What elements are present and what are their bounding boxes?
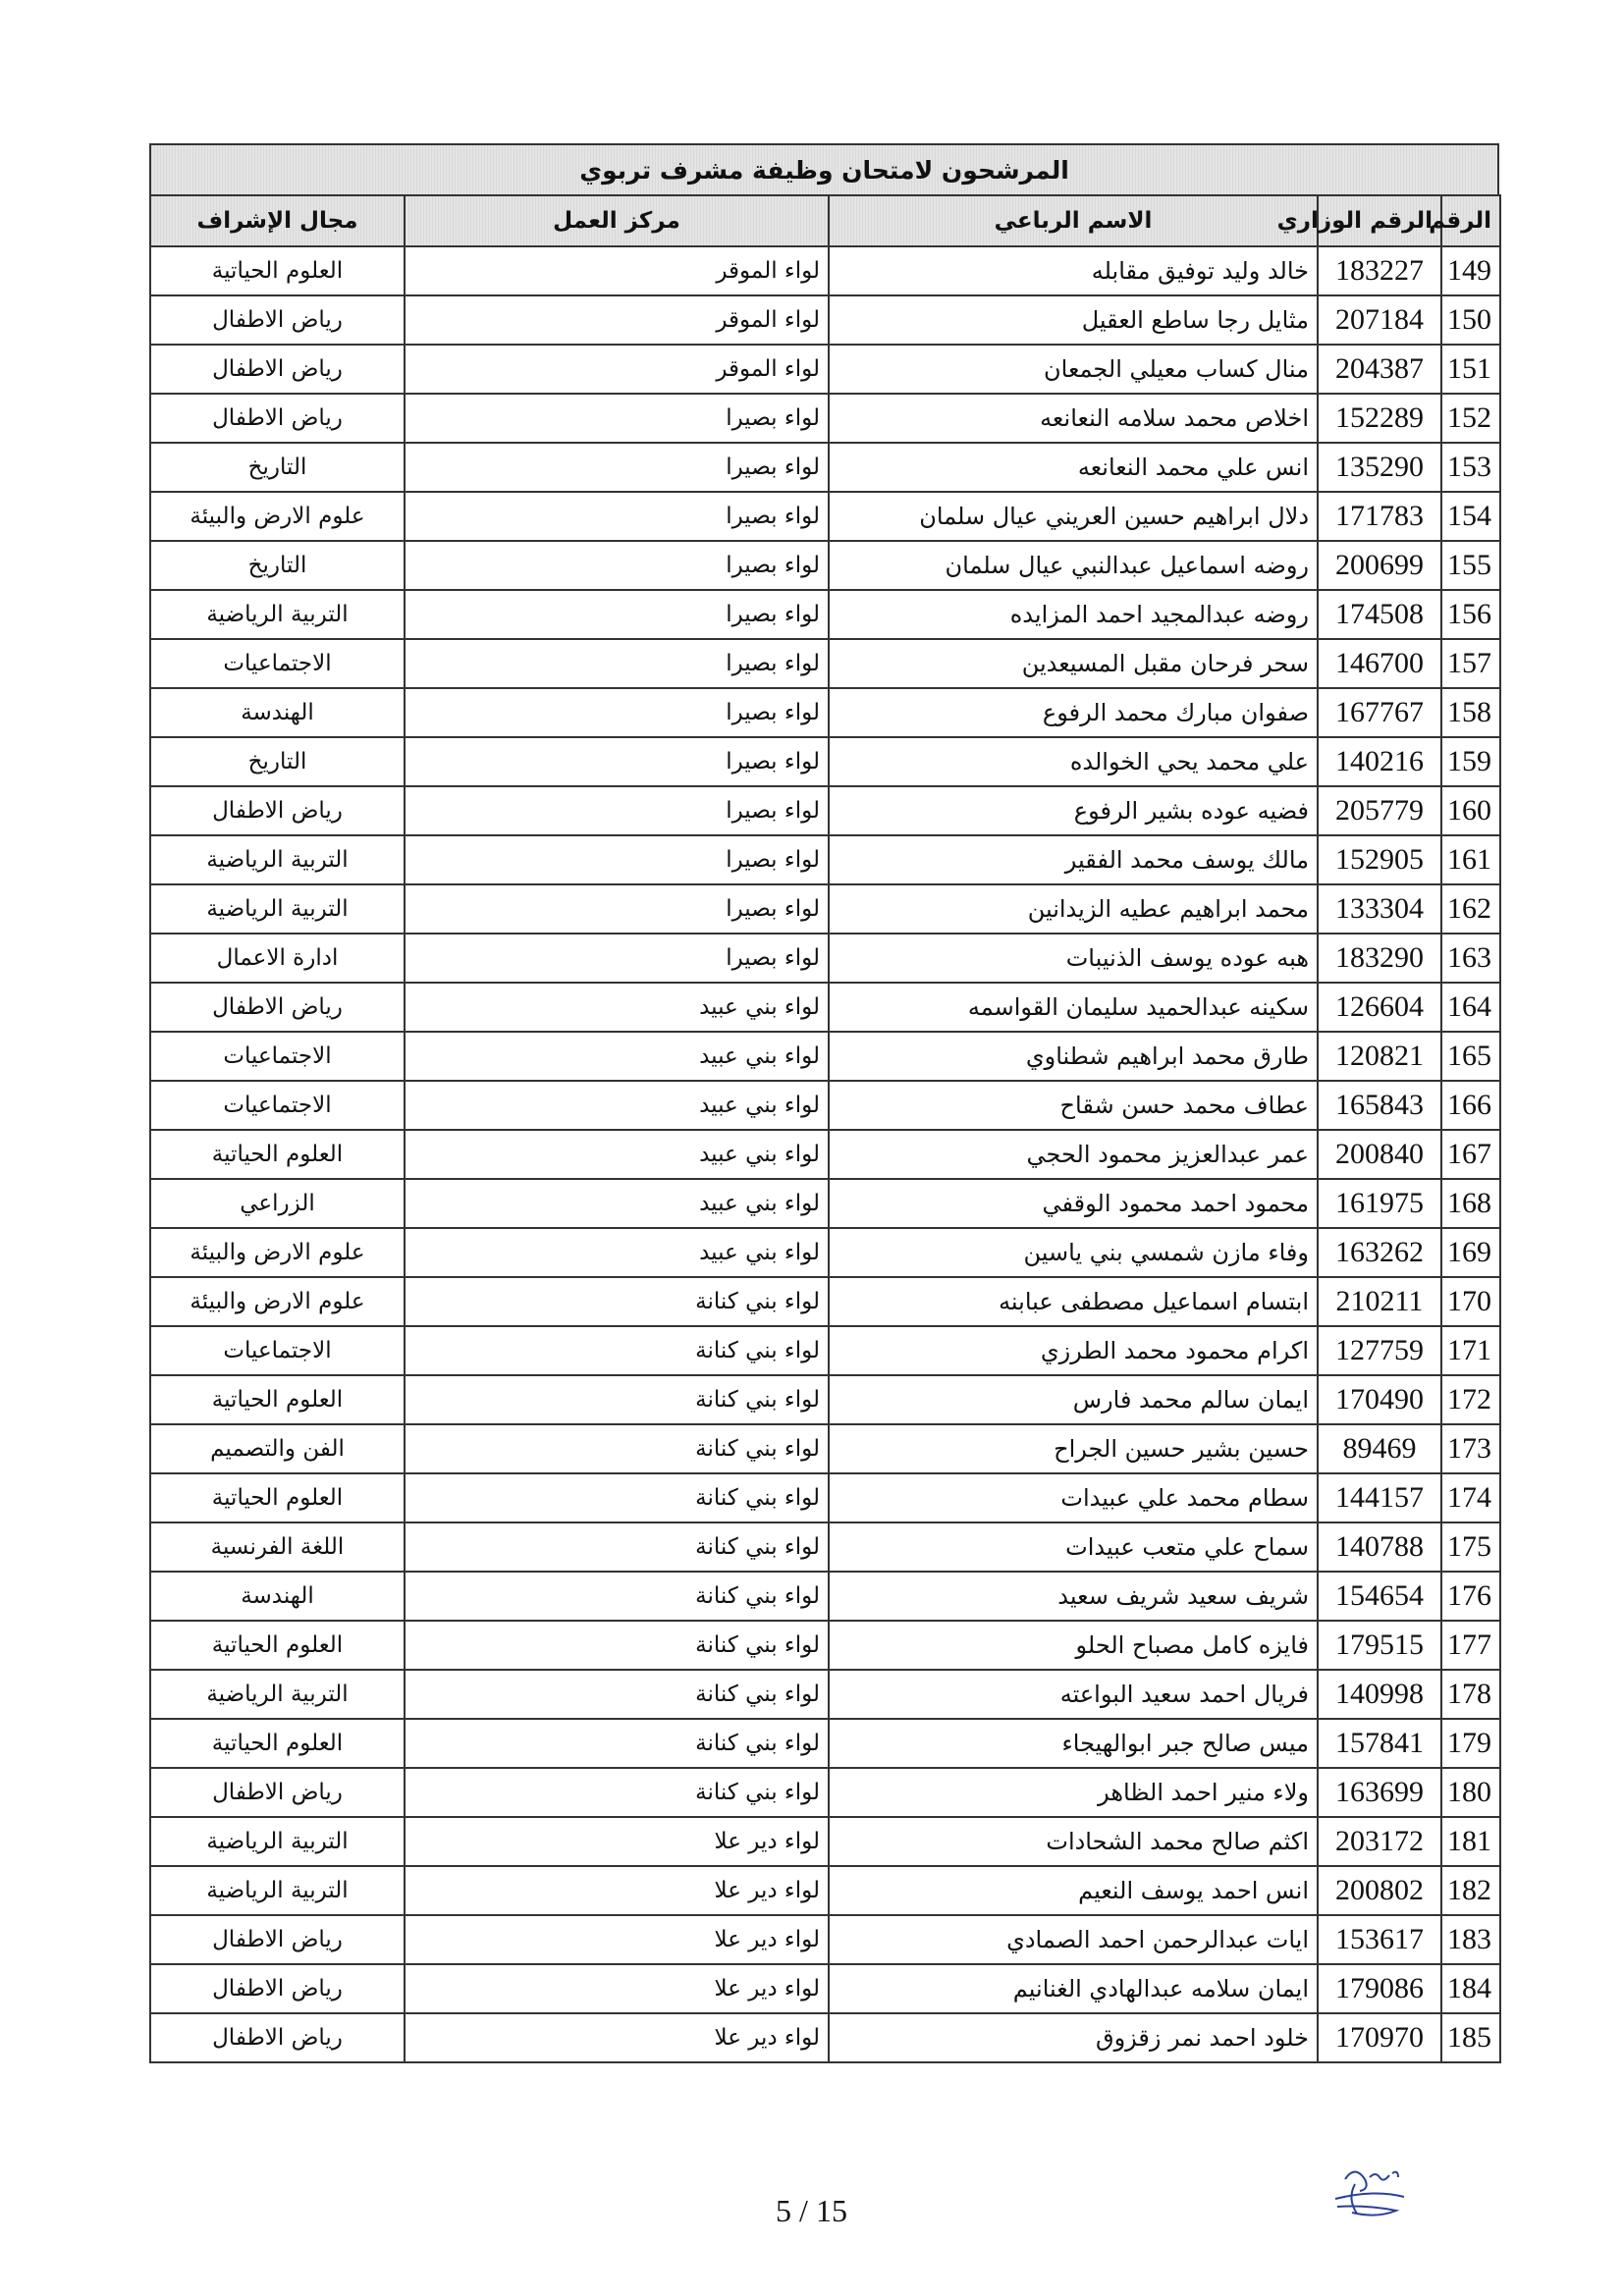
cell-name: روضه عبدالمجيد احمد المزايده xyxy=(829,590,1318,639)
column-header-num: الرقم xyxy=(1441,195,1500,246)
cell-work-center: لواء بصيرا xyxy=(405,541,829,590)
cell-name: ايات عبدالرحمن احمد الصمادي xyxy=(829,1915,1318,1964)
cell-ministry-id: 205779 xyxy=(1318,786,1441,835)
cell-name: صفوان مبارك محمد الرفوع xyxy=(829,688,1318,737)
cell-name: انس احمد يوسف النعيم xyxy=(829,1866,1318,1915)
cell-ministry-id: 140216 xyxy=(1318,737,1441,786)
cell-field: العلوم الحياتية xyxy=(150,1375,405,1424)
cell-field: العلوم الحياتية xyxy=(150,1473,405,1522)
cell-num: 171 xyxy=(1441,1326,1500,1375)
cell-field: الاجتماعيات xyxy=(150,639,405,688)
cell-work-center: لواء بصيرا xyxy=(405,639,829,688)
cell-ministry-id: 183290 xyxy=(1318,934,1441,983)
cell-num: 170 xyxy=(1441,1277,1500,1326)
cell-num: 157 xyxy=(1441,639,1500,688)
cell-name: محمود احمد محمود الوقفي xyxy=(829,1179,1318,1228)
cell-num: 166 xyxy=(1441,1081,1500,1130)
cell-num: 172 xyxy=(1441,1375,1500,1424)
table-row xyxy=(150,1572,1500,1621)
cell-work-center: لواء دير علا xyxy=(405,1964,829,2013)
cell-num: 173 xyxy=(1441,1424,1500,1473)
cell-num: 175 xyxy=(1441,1522,1500,1572)
cell-work-center: لواء بصيرا xyxy=(405,492,829,541)
cell-work-center: لواء بصيرا xyxy=(405,786,829,835)
cell-field: رياض الاطفال xyxy=(150,1964,405,2013)
cell-num: 184 xyxy=(1441,1964,1500,2013)
cell-field: رياض الاطفال xyxy=(150,786,405,835)
cell-name: هبه عوده يوسف الذنيبات xyxy=(829,934,1318,983)
cell-field: الاجتماعيات xyxy=(150,1326,405,1375)
cell-field: العلوم الحياتية xyxy=(150,1719,405,1768)
table-row xyxy=(150,541,1500,590)
cell-work-center: لواء بني كنانة xyxy=(405,1277,829,1326)
cell-ministry-id: 179086 xyxy=(1318,1964,1441,2013)
cell-field: اللغة الفرنسية xyxy=(150,1522,405,1572)
table-row xyxy=(150,737,1500,786)
cell-field: رياض الاطفال xyxy=(150,2013,405,2062)
cell-num: 182 xyxy=(1441,1866,1500,1915)
cell-ministry-id: 200840 xyxy=(1318,1130,1441,1179)
cell-field: التربية الرياضية xyxy=(150,1817,405,1866)
cell-work-center: لواء بني كنانة xyxy=(405,1326,829,1375)
cell-name: سماح علي متعب عبيدات xyxy=(829,1522,1318,1572)
cell-work-center: لواء بصيرا xyxy=(405,590,829,639)
cell-work-center: لواء بصيرا xyxy=(405,737,829,786)
cell-field: العلوم الحياتية xyxy=(150,1130,405,1179)
table-row xyxy=(150,1719,1500,1768)
table-row xyxy=(150,786,1500,835)
cell-field: الفن والتصميم xyxy=(150,1424,405,1473)
column-header-field: مجال الإشراف xyxy=(150,195,405,246)
cell-num: 160 xyxy=(1441,786,1500,835)
cell-field: التاريخ xyxy=(150,737,405,786)
table-row xyxy=(150,835,1500,884)
table-row xyxy=(150,1621,1500,1670)
cell-num: 153 xyxy=(1441,443,1500,492)
cell-num: 159 xyxy=(1441,737,1500,786)
table-body xyxy=(150,246,1500,2062)
table-row xyxy=(150,1768,1500,1817)
cell-num: 174 xyxy=(1441,1473,1500,1522)
cell-ministry-id: 163699 xyxy=(1318,1768,1441,1817)
cell-work-center: لواء دير علا xyxy=(405,1866,829,1915)
cell-work-center: لواء بني كنانة xyxy=(405,1473,829,1522)
cell-work-center: لواء بني كنانة xyxy=(405,1621,829,1670)
table-row xyxy=(150,1081,1500,1130)
cell-ministry-id: 203172 xyxy=(1318,1817,1441,1866)
cell-name: خلود احمد نمر زقزوق xyxy=(829,2013,1318,2062)
table-row xyxy=(150,1473,1500,1522)
cell-work-center: لواء بني عبيد xyxy=(405,1179,829,1228)
cell-ministry-id: 140998 xyxy=(1318,1670,1441,1719)
cell-field: التربية الرياضية xyxy=(150,835,405,884)
cell-field: الاجتماعيات xyxy=(150,1081,405,1130)
cell-ministry-id: 146700 xyxy=(1318,639,1441,688)
cell-num: 180 xyxy=(1441,1768,1500,1817)
cell-name: شريف سعيد شريف سعيد xyxy=(829,1572,1318,1621)
cell-ministry-id: 153617 xyxy=(1318,1915,1441,1964)
cell-num: 177 xyxy=(1441,1621,1500,1670)
table-row xyxy=(150,1179,1500,1228)
cell-ministry-id: 165843 xyxy=(1318,1081,1441,1130)
table-row xyxy=(150,884,1500,934)
cell-field: التربية الرياضية xyxy=(150,590,405,639)
cell-work-center: لواء بني عبيد xyxy=(405,1081,829,1130)
page-number: 5 / 15 xyxy=(776,2193,847,2228)
cell-ministry-id: 167767 xyxy=(1318,688,1441,737)
cell-name: مالك يوسف محمد الفقير xyxy=(829,835,1318,884)
cell-field: التربية الرياضية xyxy=(150,884,405,934)
cell-num: 167 xyxy=(1441,1130,1500,1179)
cell-name: عطاف محمد حسن شقاح xyxy=(829,1081,1318,1130)
cell-ministry-id: 200699 xyxy=(1318,541,1441,590)
cell-num: 163 xyxy=(1441,934,1500,983)
cell-name: دلال ابراهيم حسين العريني عيال سلمان xyxy=(829,492,1318,541)
cell-num: 162 xyxy=(1441,884,1500,934)
cell-ministry-id: 170490 xyxy=(1318,1375,1441,1424)
cell-name: وفاء مازن شمسي بني ياسين xyxy=(829,1228,1318,1277)
cell-field: التاريخ xyxy=(150,443,405,492)
cell-name: ابتسام اسماعيل مصطفى عبابنه xyxy=(829,1277,1318,1326)
cell-ministry-id: 140788 xyxy=(1318,1522,1441,1572)
cell-field: رياض الاطفال xyxy=(150,345,405,394)
cell-name: حسين بشير حسين الجراح xyxy=(829,1424,1318,1473)
cell-ministry-id: 127759 xyxy=(1318,1326,1441,1375)
cell-num: 155 xyxy=(1441,541,1500,590)
cell-ministry-id: 126604 xyxy=(1318,983,1441,1032)
signature-mark xyxy=(1316,2160,1434,2228)
cell-name: محمد ابراهيم عطيه الزيدانين xyxy=(829,884,1318,934)
cell-name: علي محمد يحي الخوالده xyxy=(829,737,1318,786)
cell-work-center: لواء بصيرا xyxy=(405,835,829,884)
table-row xyxy=(150,1032,1500,1081)
cell-field: الهندسة xyxy=(150,688,405,737)
cell-work-center: لواء دير علا xyxy=(405,1817,829,1866)
cell-name: اكرام محمود محمد الطرزي xyxy=(829,1326,1318,1375)
cell-field: رياض الاطفال xyxy=(150,1915,405,1964)
table-row xyxy=(150,1964,1500,2013)
cell-name: سكينه عبدالحميد سليمان القواسمه xyxy=(829,983,1318,1032)
table-row xyxy=(150,2013,1500,2062)
cell-work-center: لواء دير علا xyxy=(405,1915,829,1964)
cell-ministry-id: 170970 xyxy=(1318,2013,1441,2062)
cell-ministry-id: 207184 xyxy=(1318,295,1441,345)
cell-ministry-id: 183227 xyxy=(1318,246,1441,295)
table-row xyxy=(150,1228,1500,1277)
cell-name: طارق محمد ابراهيم شطناوي xyxy=(829,1032,1318,1081)
cell-name: فايزه كامل مصباح الحلو xyxy=(829,1621,1318,1670)
cell-work-center: لواء بني كنانة xyxy=(405,1670,829,1719)
cell-field: التاريخ xyxy=(150,541,405,590)
cell-field: علوم الارض والبيئة xyxy=(150,492,405,541)
cell-ministry-id: 133304 xyxy=(1318,884,1441,934)
cell-name: اخلاص محمد سلامه النعانعه xyxy=(829,394,1318,443)
cell-name: روضه اسماعيل عبدالنبي عيال سلمان xyxy=(829,541,1318,590)
cell-work-center: لواء بني عبيد xyxy=(405,1032,829,1081)
cell-work-center: لواء بصيرا xyxy=(405,688,829,737)
cell-ministry-id: 200802 xyxy=(1318,1866,1441,1915)
cell-name: منال كساب معيلي الجمعان xyxy=(829,345,1318,394)
cell-work-center: لواء بني عبيد xyxy=(405,983,829,1032)
cell-num: 154 xyxy=(1441,492,1500,541)
cell-num: 152 xyxy=(1441,394,1500,443)
table-header-row xyxy=(150,195,1500,246)
table-row xyxy=(150,1424,1500,1473)
cell-num: 183 xyxy=(1441,1915,1500,1964)
cell-name: ايمان سالم محمد فارس xyxy=(829,1375,1318,1424)
cell-ministry-id: 174508 xyxy=(1318,590,1441,639)
cell-field: رياض الاطفال xyxy=(150,1768,405,1817)
cell-num: 158 xyxy=(1441,688,1500,737)
cell-work-center: لواء بني عبيد xyxy=(405,1228,829,1277)
cell-ministry-id: 152905 xyxy=(1318,835,1441,884)
cell-num: 168 xyxy=(1441,1179,1500,1228)
cell-field: الاجتماعيات xyxy=(150,1032,405,1081)
table-row xyxy=(150,1817,1500,1866)
cell-field: ادارة الاعمال xyxy=(150,934,405,983)
cell-field: الهندسة xyxy=(150,1572,405,1621)
cell-ministry-id: 144157 xyxy=(1318,1473,1441,1522)
cell-ministry-id: 152289 xyxy=(1318,394,1441,443)
cell-field: العلوم الحياتية xyxy=(150,1621,405,1670)
cell-field: العلوم الحياتية xyxy=(150,246,405,295)
table-row xyxy=(150,1866,1500,1915)
cell-num: 169 xyxy=(1441,1228,1500,1277)
table-row xyxy=(150,983,1500,1032)
cell-num: 179 xyxy=(1441,1719,1500,1768)
table-row xyxy=(150,295,1500,345)
cell-num: 185 xyxy=(1441,2013,1500,2062)
cell-ministry-id: 120821 xyxy=(1318,1032,1441,1081)
document-title: المرشحون لامتحان وظيفة مشرف تربوي xyxy=(149,143,1499,194)
cell-name: اكثم صالح محمد الشحادات xyxy=(829,1817,1318,1866)
cell-num: 161 xyxy=(1441,835,1500,884)
cell-ministry-id: 157841 xyxy=(1318,1719,1441,1768)
cell-name: ميس صالح جبر ابوالهيجاء xyxy=(829,1719,1318,1768)
cell-ministry-id: 154654 xyxy=(1318,1572,1441,1621)
cell-field: رياض الاطفال xyxy=(150,394,405,443)
cell-work-center: لواء بصيرا xyxy=(405,884,829,934)
cell-work-center: لواء بصيرا xyxy=(405,394,829,443)
cell-name: خالد وليد توفيق مقابله xyxy=(829,246,1318,295)
cell-name: فضيه عوده بشير الرفوع xyxy=(829,786,1318,835)
cell-num: 181 xyxy=(1441,1817,1500,1866)
cell-num: 176 xyxy=(1441,1572,1500,1621)
cell-work-center: لواء دير علا xyxy=(405,2013,829,2062)
cell-work-center: لواء بني كنانة xyxy=(405,1424,829,1473)
cell-work-center: لواء الموقر xyxy=(405,345,829,394)
cell-ministry-id: 135290 xyxy=(1318,443,1441,492)
cell-work-center: لواء بني كنانة xyxy=(405,1768,829,1817)
cell-field: علوم الارض والبيئة xyxy=(150,1228,405,1277)
table-row xyxy=(150,443,1500,492)
table-row xyxy=(150,246,1500,295)
cell-name: سطام محمد علي عبيدات xyxy=(829,1473,1318,1522)
table-row xyxy=(150,688,1500,737)
table-row xyxy=(150,1326,1500,1375)
cell-name: فريال احمد سعيد البواعته xyxy=(829,1670,1318,1719)
cell-ministry-id: 89469 xyxy=(1318,1424,1441,1473)
cell-field: رياض الاطفال xyxy=(150,295,405,345)
cell-work-center: لواء الموقر xyxy=(405,295,829,345)
cell-ministry-id: 161975 xyxy=(1318,1179,1441,1228)
candidates-sheet xyxy=(149,143,1499,2063)
cell-work-center: لواء بني كنانة xyxy=(405,1572,829,1621)
table-row xyxy=(150,1375,1500,1424)
table-row xyxy=(150,1670,1500,1719)
cell-num: 165 xyxy=(1441,1032,1500,1081)
cell-field: علوم الارض والبيئة xyxy=(150,1277,405,1326)
table-row xyxy=(150,1130,1500,1179)
cell-work-center: لواء بني كنانة xyxy=(405,1375,829,1424)
cell-num: 178 xyxy=(1441,1670,1500,1719)
cell-name: عمر عبدالعزيز محمود الحجي xyxy=(829,1130,1318,1179)
cell-ministry-id: 210211 xyxy=(1318,1277,1441,1326)
cell-field: الزراعي xyxy=(150,1179,405,1228)
column-header-ministry-id: الرقم الوزاري xyxy=(1318,195,1441,246)
cell-ministry-id: 171783 xyxy=(1318,492,1441,541)
cell-field: التربية الرياضية xyxy=(150,1670,405,1719)
cell-num: 149 xyxy=(1441,246,1500,295)
cell-ministry-id: 179515 xyxy=(1318,1621,1441,1670)
column-header-work-center: مركز العمل xyxy=(405,195,829,246)
cell-num: 156 xyxy=(1441,590,1500,639)
cell-name: سحر فرحان مقبل المسيعدين xyxy=(829,639,1318,688)
table-row xyxy=(150,1522,1500,1572)
cell-work-center: لواء بني كنانة xyxy=(405,1719,829,1768)
table-row xyxy=(150,1915,1500,1964)
cell-work-center: لواء بصيرا xyxy=(405,934,829,983)
cell-name: ولاء منير احمد الظاهر xyxy=(829,1768,1318,1817)
cell-ministry-id: 163262 xyxy=(1318,1228,1441,1277)
table-row xyxy=(150,639,1500,688)
cell-num: 164 xyxy=(1441,983,1500,1032)
cell-field: التربية الرياضية xyxy=(150,1866,405,1915)
cell-num: 151 xyxy=(1441,345,1500,394)
cell-work-center: لواء بصيرا xyxy=(405,443,829,492)
column-header-name: الاسم الرباعي xyxy=(829,195,1318,246)
cell-work-center: لواء الموقر xyxy=(405,246,829,295)
cell-work-center: لواء بني عبيد xyxy=(405,1130,829,1179)
table-row xyxy=(150,492,1500,541)
cell-field: رياض الاطفال xyxy=(150,983,405,1032)
candidates-table xyxy=(149,194,1501,2063)
table-row xyxy=(150,394,1500,443)
cell-name: ايمان سلامه عبدالهادي الغنانيم xyxy=(829,1964,1318,2013)
table-row xyxy=(150,1277,1500,1326)
cell-ministry-id: 204387 xyxy=(1318,345,1441,394)
cell-num: 150 xyxy=(1441,295,1500,345)
table-row xyxy=(150,345,1500,394)
table-row xyxy=(150,590,1500,639)
cell-name: انس علي محمد النعانعه xyxy=(829,443,1318,492)
cell-name: مثايل رجا ساطع العقيل xyxy=(829,295,1318,345)
cell-work-center: لواء بني كنانة xyxy=(405,1522,829,1572)
table-row xyxy=(150,934,1500,983)
